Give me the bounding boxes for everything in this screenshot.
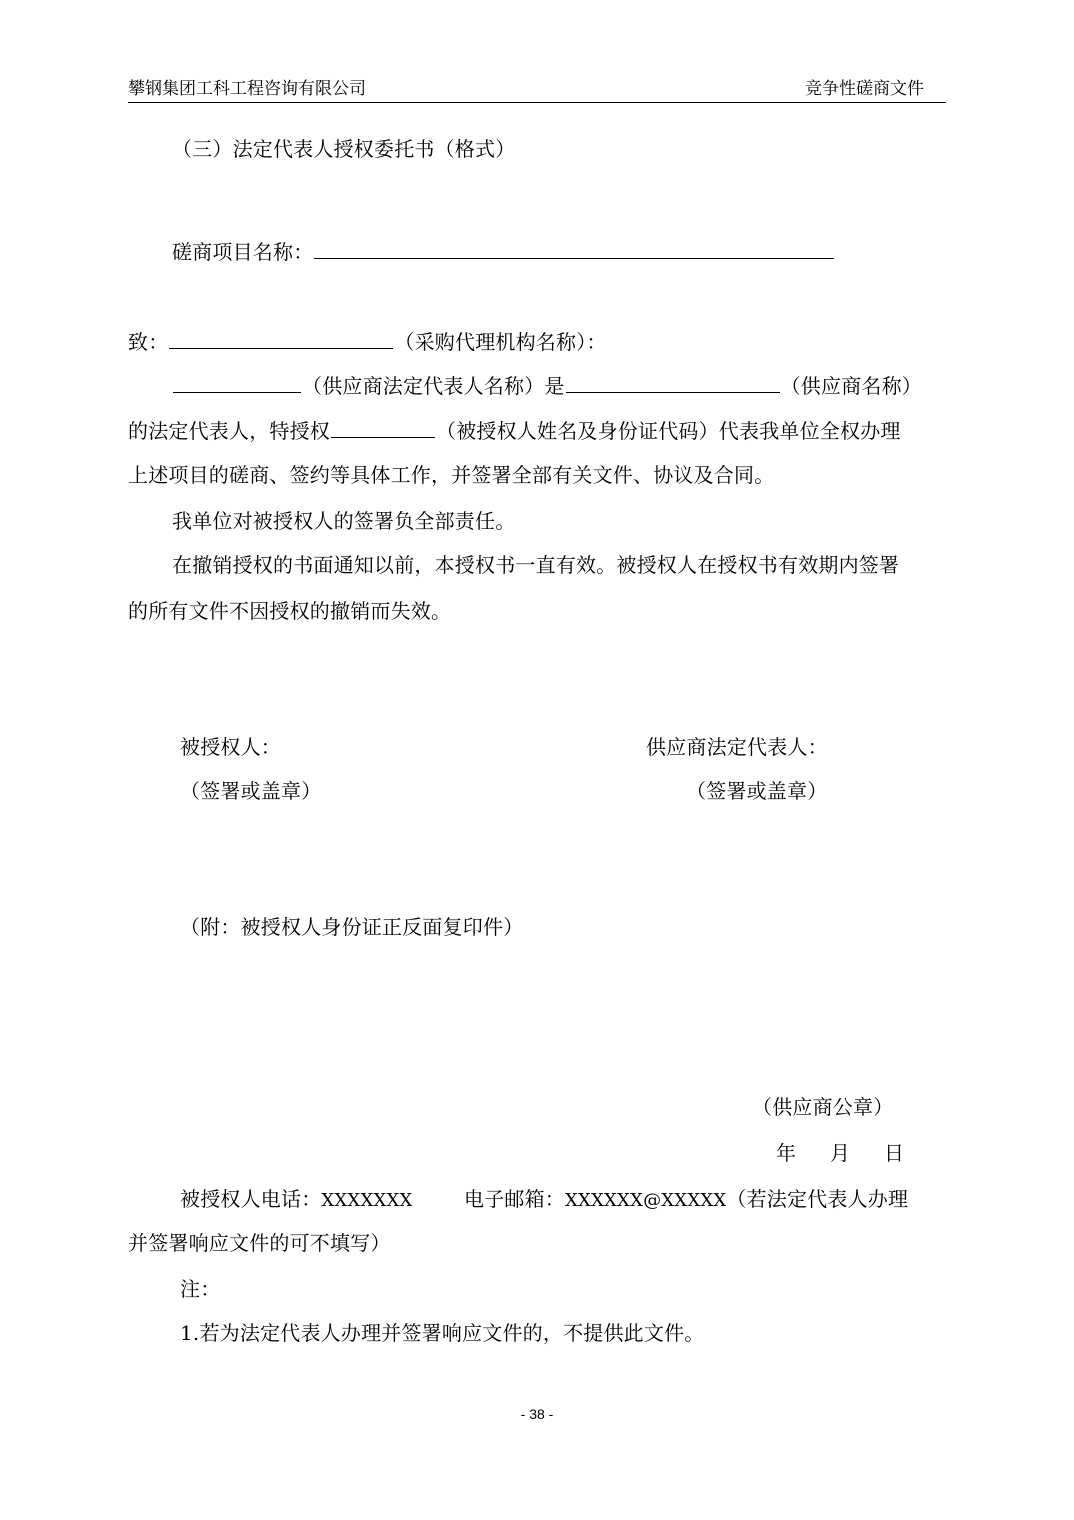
header-rule [128,102,946,103]
header-company: 攀钢集团工科工程咨询有限公司 [128,79,366,99]
project-name-row [172,238,835,265]
phone-label: 被授权人电话： [180,1187,322,1211]
supplier-seal: （供应商公章） [752,1095,894,1119]
date-day: 日 [884,1141,905,1165]
to-row [128,328,607,355]
para1-text-a: （供应商法定代表人名称）是 [302,374,565,398]
para1-text-b: （供应商名称） [780,374,923,398]
project-name-label: 磋商项目名称： [172,240,314,264]
to-label: 致： [128,330,169,354]
legal-rep-label: 供应商法定代表人： [646,735,828,759]
para1-text-c: 的法定代表人，特授权 [128,419,330,443]
para3-line2: 的所有文件不因授权的撤销而失效。 [128,599,452,623]
contact-note-part1: （若法定代表人办理 [726,1187,909,1211]
section-title: （三）法定代表人授权委托书（格式） [172,137,516,161]
page-number: - 38 - [520,1406,554,1422]
notes-title: 注： [180,1277,221,1301]
authorized-label: 被授权人： [180,735,281,759]
contact-row [180,1186,413,1214]
legal-rep-name-blank[interactable] [173,372,301,393]
project-name-blank[interactable] [314,238,834,259]
email-row [464,1186,908,1214]
para1-text-d: （被授权人姓名及身份证代码）代表我单位全权办理 [436,419,901,443]
agency-name-blank[interactable] [169,328,393,349]
para2: 我单位对被授权人的签署负全部责任。 [172,509,516,533]
phone-value: XXXXXXX [321,1190,413,1211]
date-month: 月 [830,1141,851,1165]
para1-line2 [128,417,901,444]
email-value: XXXXXX@XXXXX [565,1190,727,1211]
para1-line1 [172,372,922,399]
legal-rep-sign: （签署或盖章） [686,779,828,803]
contact-note-part2: 并签署响应文件的可不填写） [128,1231,391,1255]
authorized-sign: （签署或盖章） [180,779,322,803]
date-year: 年 [776,1141,797,1165]
para3-line1: 在撤销授权的书面通知以前，本授权书一直有效。被授权人在授权书有效期内签署 [172,553,900,577]
authorized-person-blank[interactable] [331,417,435,438]
attachment-note: （附：被授权人身份证正反面复印件） [180,915,524,939]
to-suffix: （采购代理机构名称）： [394,330,607,354]
email-label: 电子邮箱： [464,1187,565,1211]
supplier-name-blank[interactable] [566,372,780,393]
header-doc-type: 竞争性磋商文件 [805,79,924,99]
notes-item-1: 1.若为法定代表人办理并签署响应文件的，不提供此文件。 [180,1321,705,1345]
para1-line3: 上述项目的磋商、签约等具体工作，并签署全部有关文件、协议及合同。 [128,463,775,487]
